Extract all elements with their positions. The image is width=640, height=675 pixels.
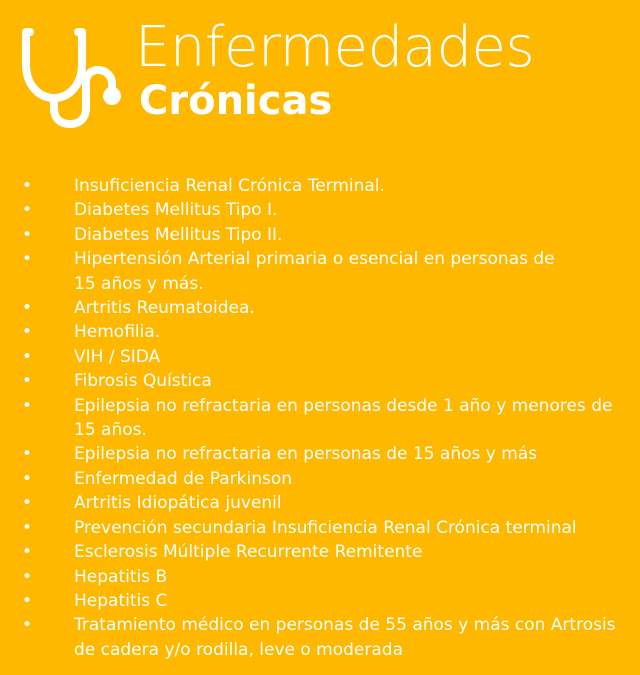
list-item-text: Artritis Idiopática juvenil bbox=[74, 493, 282, 514]
bullet-icon: • bbox=[22, 322, 33, 343]
bullet-icon: • bbox=[22, 395, 33, 416]
bullet-icon: • bbox=[22, 346, 33, 367]
list-item-text: Esclerosis Múltiple Recurrente Remitente bbox=[74, 542, 423, 563]
stethoscope-icon bbox=[20, 24, 130, 134]
list-item-text: Hipertensión Arterial primaria o esencial en personas de 15 años y más. bbox=[74, 249, 555, 294]
bullet-icon: • bbox=[22, 200, 33, 221]
bullet-icon: • bbox=[22, 590, 33, 611]
list-item-text: Tratamiento médico en personas de 55 años y más con Artrosis de cadera y/o rodilla, leve o moderada bbox=[74, 615, 616, 660]
bullet-icon: • bbox=[22, 298, 33, 319]
list-item bbox=[0, 247, 640, 296]
page-title-line-2: Crónicas bbox=[139, 78, 333, 124]
bullet-icon: • bbox=[22, 542, 33, 563]
list-item bbox=[0, 296, 640, 320]
list-item-text: Hepatitis C bbox=[74, 590, 168, 611]
list-item bbox=[0, 491, 640, 515]
list-item-text: Artritis Reumatoidea. bbox=[74, 298, 255, 319]
list-item bbox=[0, 613, 640, 662]
bullet-icon: • bbox=[22, 566, 33, 587]
list-item bbox=[0, 394, 640, 443]
header bbox=[0, 0, 640, 140]
list-item bbox=[0, 565, 640, 589]
list-item bbox=[0, 345, 640, 369]
disease-list bbox=[0, 174, 640, 662]
list-item-text: Hepatitis B bbox=[74, 566, 168, 587]
bullet-icon: • bbox=[22, 493, 33, 514]
list-item bbox=[0, 320, 640, 344]
list-item bbox=[0, 589, 640, 613]
bullet-icon: • bbox=[22, 371, 33, 392]
bullet-icon: • bbox=[22, 249, 33, 270]
page-title-line-1: Enfermedades bbox=[135, 15, 535, 80]
list-item bbox=[0, 442, 640, 466]
list-item-text: Prevención secundaria Insuficiencia Renal Crónica terminal bbox=[74, 517, 577, 538]
bullet-icon: • bbox=[22, 176, 33, 196]
list-item-text: Insuficiencia Renal Crónica Terminal. bbox=[74, 176, 385, 196]
list-item bbox=[0, 369, 640, 393]
list-item bbox=[0, 540, 640, 564]
bullet-icon: • bbox=[22, 468, 33, 489]
list-item-text: Hemofilia. bbox=[74, 322, 161, 343]
bullet-icon: • bbox=[22, 444, 33, 465]
list-item-text: Fibrosis Quística bbox=[74, 371, 212, 392]
list-item-text: VIH / SIDA bbox=[74, 346, 161, 367]
list-item-text: Epilepsia no refractaria en personas de 15 años y más bbox=[74, 444, 538, 465]
list-item bbox=[0, 467, 640, 491]
list-item bbox=[0, 223, 640, 247]
bullet-icon: • bbox=[22, 517, 33, 538]
list-item-text: Diabetes Mellitus Tipo II. bbox=[74, 224, 283, 245]
bullet-icon: • bbox=[22, 224, 33, 245]
list-item bbox=[0, 198, 640, 222]
list-item-text: Epilepsia no refractaria en personas desde 1 año y menores de 15 años. bbox=[74, 395, 613, 441]
list-item bbox=[0, 174, 640, 198]
list-item-text: Diabetes Mellitus Tipo I. bbox=[74, 200, 278, 221]
list-item bbox=[0, 516, 640, 540]
list-item-text: Enfermedad de Parkinson bbox=[74, 468, 292, 489]
bullet-icon: • bbox=[22, 615, 33, 636]
